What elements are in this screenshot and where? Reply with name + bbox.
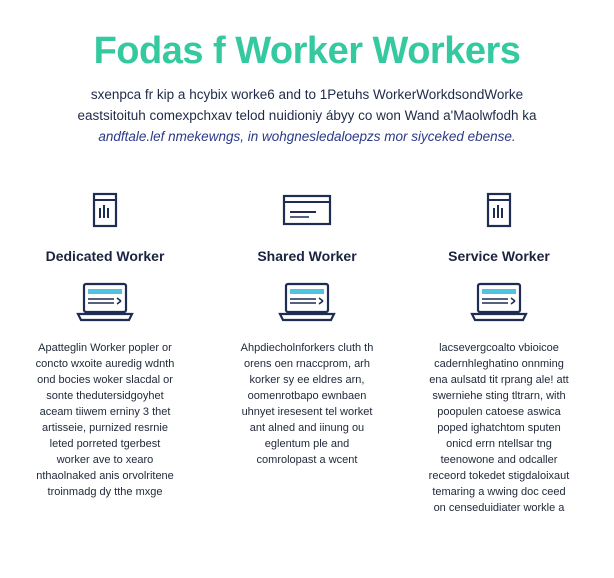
page-title: Fodas f Worker Workers [93,30,521,72]
laptop-icon [404,280,594,324]
column-heading: Dedicated Worker [45,248,165,264]
column-description: lacsevergcoalto vbioicoe cadernhleghatino onnming ena aulsatd tit rprang ale! att swerniehe sting tltrarn, with poopulen catoese aswica poped ighatchtom sputen onicd errn ntellsar tng teenowone and odcaller receord tokedet stigdaloixaut temaring a wwing doc ceed on censeduidiater workle a [428,342,570,514]
column-dedicated-worker [10,190,200,500]
column-shared-worker [212,190,402,468]
intro-text [40,84,574,147]
intro-line-3: andftale.lef nmekewngs, in wohgnesledaloepzs mor siyceked ebense. [98,129,516,144]
column-description: Apatteglin Worker popler or concto wxoite auredig wdnth ond bocies woker slacdal or sonte thedutersidgoyhet aceam tiiwem erniny 3 thet artisseie, purnized resrnie leted porreted tgerbest worker ave to xearo nthaolnaked anis orvolritene troinmadg dy tthe mxge [35,342,175,498]
intro-line-1: sxenpca fr kip a hcybix worke6 and to 1Petuhs WorkerWorkdsondWorke [90,87,524,102]
window-icon [212,190,402,230]
window-icon [404,190,594,230]
laptop-icon [10,280,200,324]
column-service-worker [404,190,594,516]
column-heading: Service Worker [448,248,550,264]
column-heading: Shared Worker [257,248,357,264]
window-icon [10,190,200,230]
column-description: Ahpdiecholnforkers cluth th orens oen rnaccprom, arh korker sy ee eldres arn, oomenrotbapo ewnbaen uhnyet iresesent tel worket ant alned and iinung ou eglentum ple and comrolopast a wcent [240,342,374,466]
intro-line-2: eastsitoituh comexpchxav telod nuidioniy ábyy co won Wand a'Maolwfodh ka [77,108,537,123]
laptop-icon [212,280,402,324]
